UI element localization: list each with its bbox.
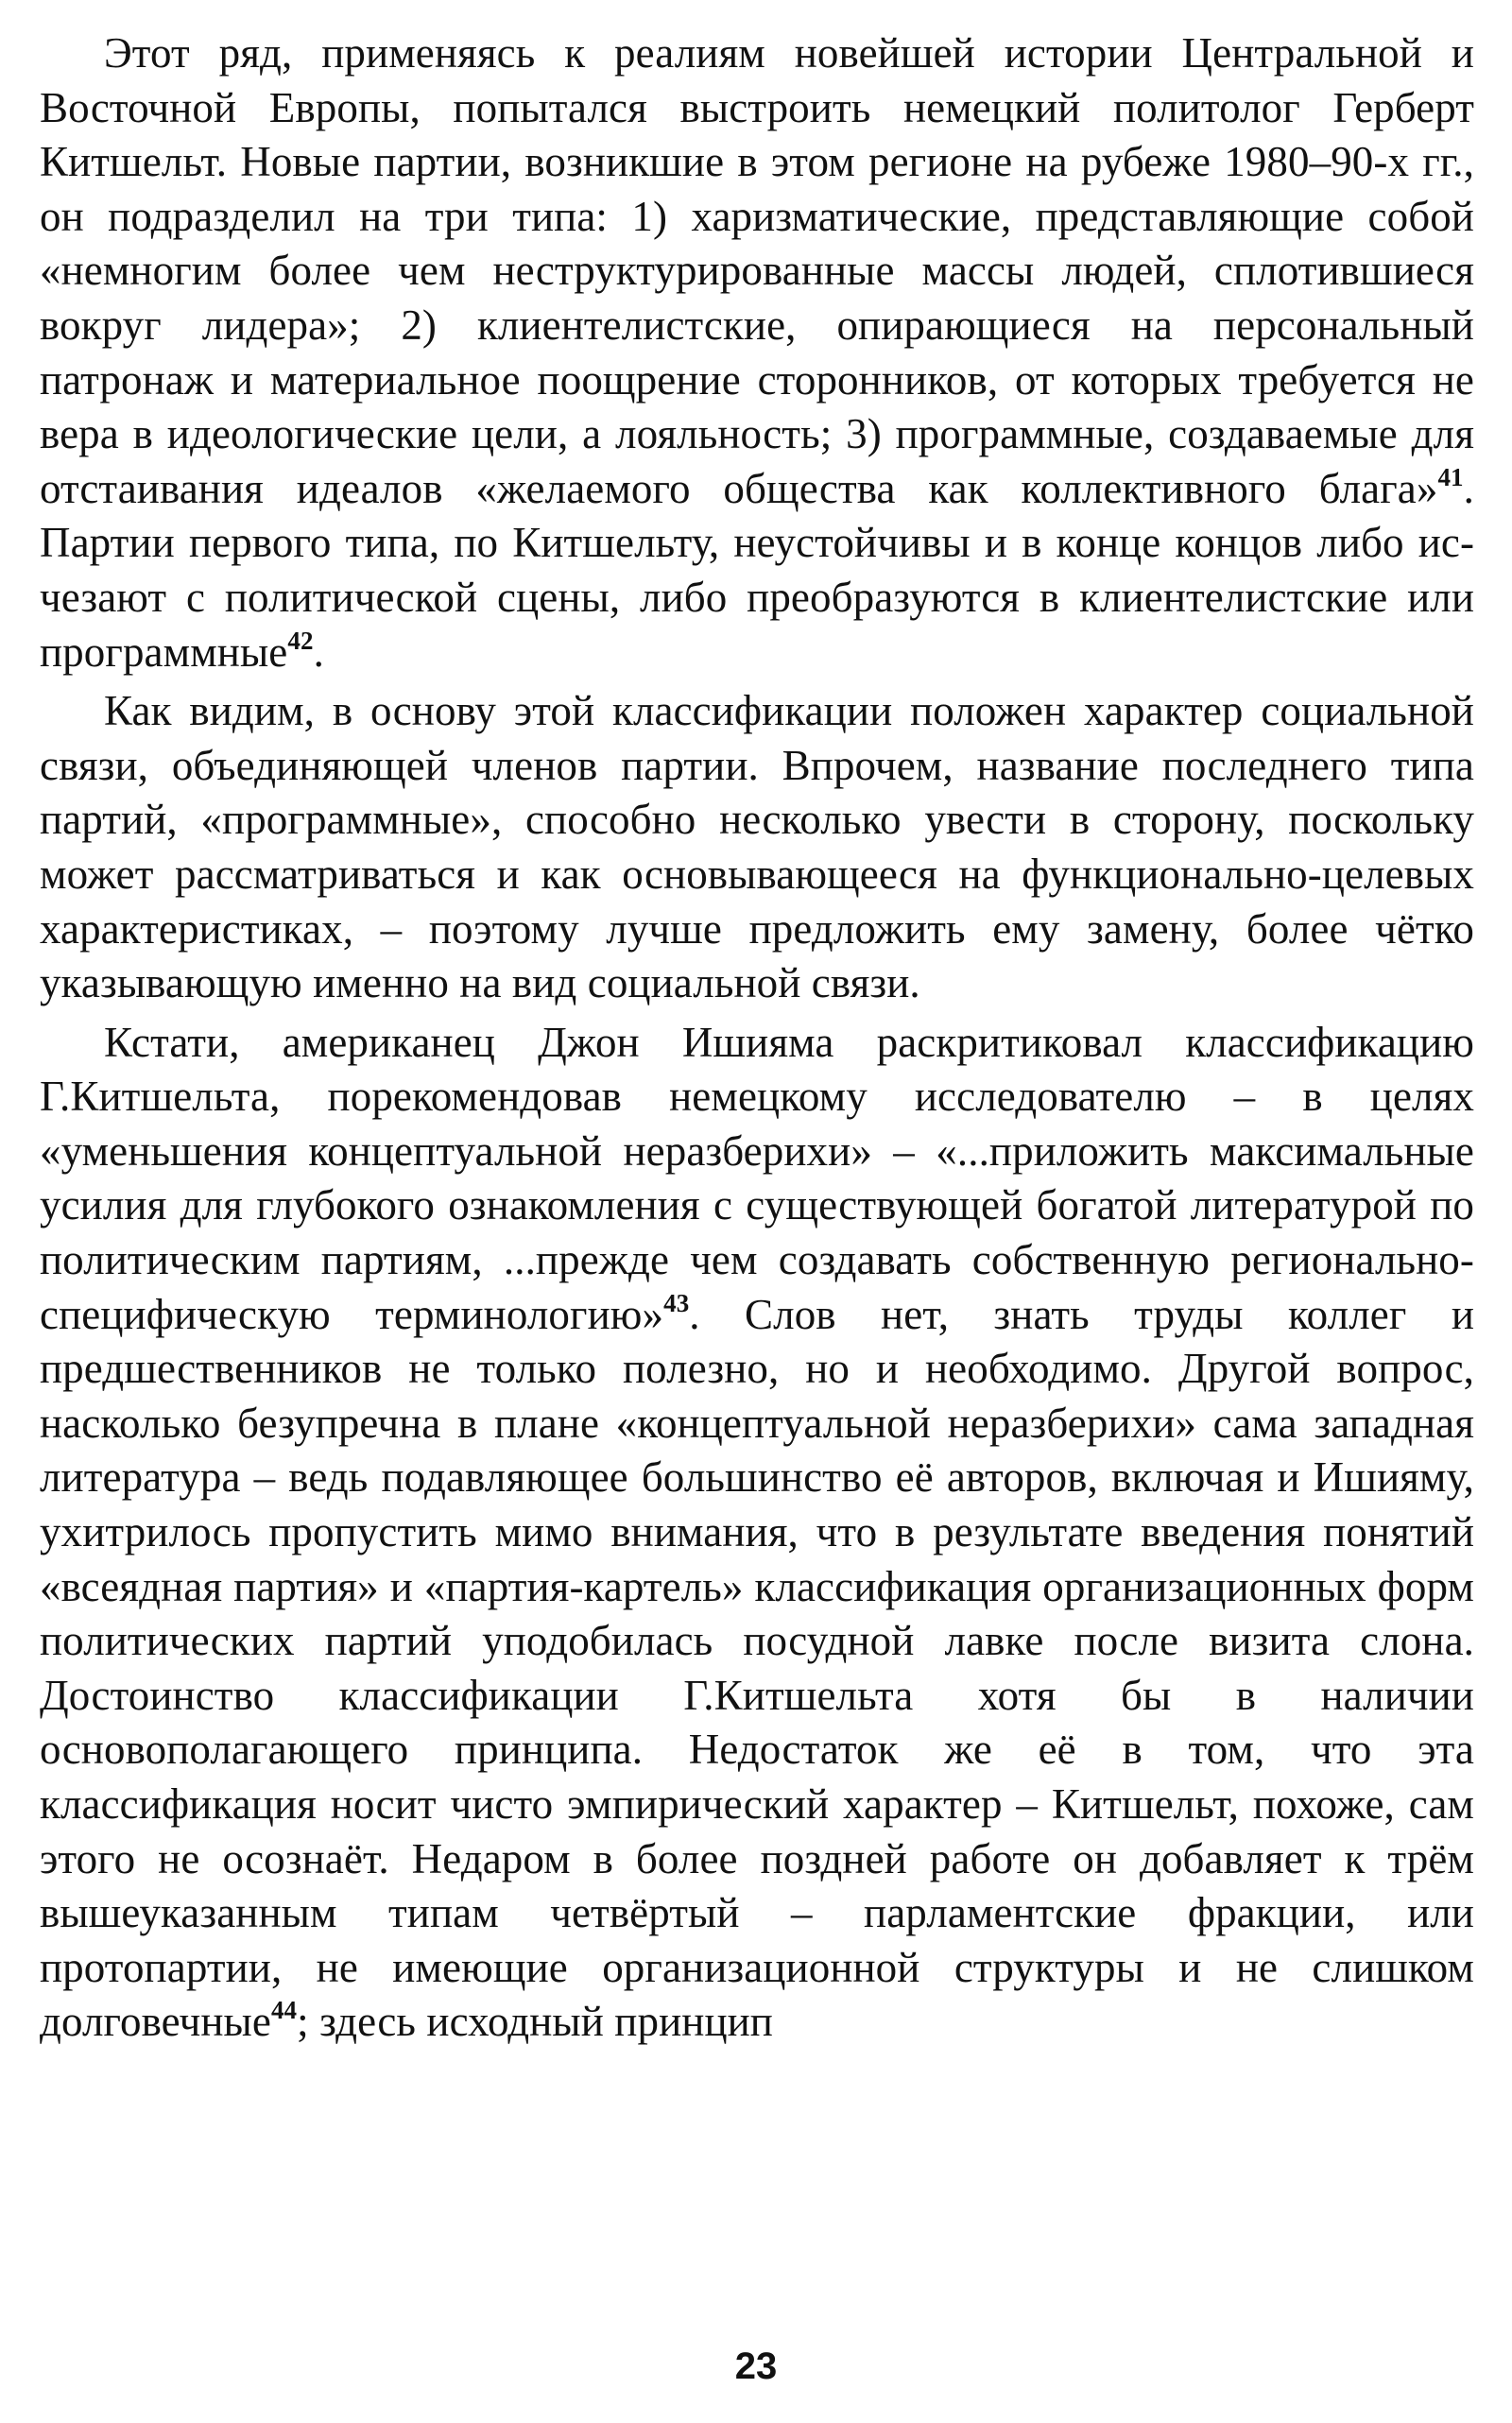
paragraph (40, 684, 1474, 1011)
paragraph-text: Кстати, американец Джон Ишияма раскритиковал классификацию Г.Китшельта, порекомендовав немецкому исследователю – в целях «уменьшения концептуальной неразберихи» – «...приложить максимальные усилия для глубокого ознакомления с существующей богатой литературой по политическим партиям, ...прежде чем создавать собственную регионально-специфическую терминологию» (40, 1018, 1474, 1338)
footnote-ref[interactable]: 44 (270, 1996, 298, 2025)
paragraph-text: Как видим, в основу этой классификации положен характер социальной связи, объединяющей членов партии. Впрочем, название последнего типа партий, «программные», способно несколько увести в сторону, поскольку может рассматриваться и как основывающееся на функционально-целевых характеристиках, – поэтому лучше предложить ему замену, более чётко указывающую именно на вид социальной связи. (40, 687, 1474, 1007)
paragraph (40, 26, 1474, 679)
page-number: 23 (734, 2346, 778, 2387)
paragraph-text: . (313, 627, 324, 676)
paragraph (40, 1016, 1474, 2050)
footnote-ref[interactable]: 43 (663, 1288, 690, 1317)
footnote-ref[interactable]: 41 (1437, 462, 1464, 491)
footnote-ref[interactable]: 42 (287, 626, 314, 655)
paragraph-text: . Слов нет, знать труды коллег и предшественников не только полезно, но и необходимо. Другой вопрос, насколько безупречна в плане «концептуальной неразберихи» сама западная литература – ведь подавляющее большинство её авторов, включая и Ишияму, ухитрилось пропустить мимо внимания, что в результате введения понятий «всеядная партия» и «партия-картель» классификация организационных форм политических партий уподобилась посудной лавке после визита слона. Достоинство классификации Г.Китшельта хотя бы в наличии основополагающего принципа. Недостаток же её в том, что эта классификация носит чисто эмпирический характер – Китшельт, похоже, сам этого не осознаёт. Недаром в более поздней работе он добавляет к трём вышеуказанным типам четвёртый – парламентские фракции, или протопартии, не имеющие организационной структуры и не слишком долговечные (40, 1290, 1474, 2046)
paragraph-text: . Партии первого типа, по Китшельту, неустойчивы и в конце концов либо исчезают с политической сцены, либо преобразуются в клиентелистские или программные (40, 464, 1474, 676)
paragraph-text: ; здесь исходный принцип (297, 1998, 773, 2046)
page-body (40, 26, 1474, 2054)
paragraph-text: Этот ряд, применяясь к реалиям новейшей истории Центральной и Восточной Европы, попытался выстроить немецкий политолог Герберт Китшельт. Новые партии, возникшие в этом регионе на рубеже 1980–90-х гг., он подразделил на три типа: 1) харизматические, представляющие собой «немногим более чем неструктурированные массы людей, сплотившиеся вокруг лидера»; 2) клиентелистские, опирающиеся на персональный патронаж и материальное поощрение сторонников, от которых требуется не вера в идеологические цели, а лояльность; 3) программные, создаваемые для отстаивания идеалов «желаемого общества как коллективного блага» (40, 29, 1474, 512)
